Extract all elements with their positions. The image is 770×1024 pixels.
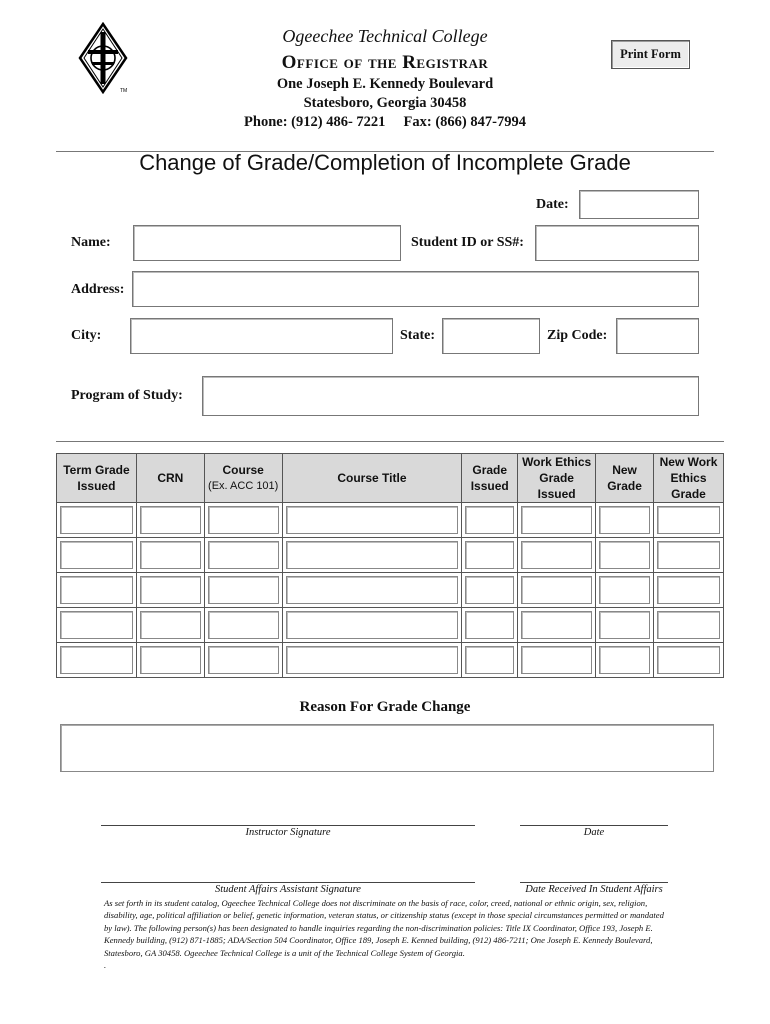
term-grade-issued-input[interactable] — [60, 576, 133, 604]
table-cell — [654, 643, 724, 678]
table-row — [57, 503, 724, 538]
date-label: Date: — [536, 197, 569, 212]
table-cell — [596, 608, 654, 643]
col-term-grade-issued: Term Grade Issued — [57, 454, 137, 503]
grade-issued-input[interactable] — [465, 611, 514, 639]
address-line-1: One Joseph E. Kennedy Boulevard — [276, 76, 494, 92]
nondiscrimination-notice — [104, 897, 664, 971]
name-field[interactable] — [133, 225, 401, 261]
grade-issued-input[interactable] — [465, 541, 514, 569]
date-received-line[interactable] — [520, 882, 668, 883]
date-field[interactable] — [579, 190, 699, 219]
course-title-input[interactable] — [286, 541, 459, 569]
table-cell — [136, 643, 204, 678]
new-work-ethics-grade-input[interactable] — [657, 611, 720, 639]
crn-input[interactable] — [140, 541, 201, 569]
col-new-grade: New Grade — [596, 454, 654, 503]
reason-title: Reason For Grade Change — [299, 699, 471, 715]
term-grade-issued-input[interactable] — [60, 646, 133, 674]
grade-issued-input[interactable] — [465, 506, 514, 534]
section-divider — [56, 441, 724, 442]
col-grade-issued: Grade Issued — [462, 454, 518, 503]
date-signature-line[interactable] — [520, 825, 668, 826]
assistant-signature-label: Student Affairs Assistant Signature — [215, 884, 361, 895]
state-label: State: — [400, 328, 435, 343]
course-title-input[interactable] — [286, 611, 459, 639]
new-work-ethics-grade-input[interactable] — [657, 541, 720, 569]
grade-issued-input[interactable] — [465, 646, 514, 674]
new-work-ethics-grade-input[interactable] — [657, 576, 720, 604]
address-label: Address: — [71, 282, 125, 297]
course-input[interactable] — [208, 646, 279, 674]
address-line-2: Statesboro, Georgia 30458 — [303, 95, 467, 111]
table-cell — [654, 503, 724, 538]
crn-input[interactable] — [140, 506, 201, 534]
notice-text: As set forth in its student catalog, Ogeechee Technical College does not discriminate on the basis of race, color, creed, national or ethnic origin, sex, religion, disability, age, political affiliation or belief, genetic information, veteran status, or citizenship status (except in those special circumstances permitted or mandated by law). The following person(s) has been designated to handle inquiries regarding the non-discrimination policies: Title IX Coordinator, Office 193, Joseph E. Kennedy building, (912) 871-1885; ADA/Section 504 Coordinator, Office 189, Joseph E. Kenned building, (912) 486-7211; One Joseph E. Kennedy Boulevard, Statesboro, GA 30458. Ogeechee Technical College is a unit of the Technical College System of Georgia. — [104, 898, 664, 958]
new-grade-input[interactable] — [599, 506, 650, 534]
date-received-label: Date Received In Student Affairs — [525, 884, 663, 895]
col-course-title: Course Title — [282, 454, 462, 503]
term-grade-issued-input[interactable] — [60, 611, 133, 639]
table-cell — [654, 608, 724, 643]
zip-label: Zip Code: — [547, 328, 608, 343]
table-cell — [57, 503, 137, 538]
table-cell — [596, 643, 654, 678]
table-cell — [518, 503, 596, 538]
form-title: Change of Grade/Completion of Incomplete Grade — [139, 150, 631, 175]
new-work-ethics-grade-input[interactable] — [657, 506, 720, 534]
table-cell — [518, 608, 596, 643]
table-cell — [57, 573, 137, 608]
new-grade-input[interactable] — [599, 576, 650, 604]
table-cell — [282, 643, 462, 678]
course-input[interactable] — [208, 576, 279, 604]
work-ethics-grade-issued-input[interactable] — [521, 611, 592, 639]
student-id-field[interactable] — [535, 225, 699, 261]
table-cell — [462, 538, 518, 573]
new-work-ethics-grade-input[interactable] — [657, 646, 720, 674]
course-title-input[interactable] — [286, 576, 459, 604]
table-cell — [204, 538, 282, 573]
crn-input[interactable] — [140, 576, 201, 604]
table-cell — [462, 573, 518, 608]
name-label: Name: — [71, 235, 111, 250]
table-cell — [596, 538, 654, 573]
work-ethics-grade-issued-input[interactable] — [521, 506, 592, 534]
table-cell — [462, 643, 518, 678]
state-field[interactable] — [442, 318, 540, 354]
grade-table — [56, 453, 724, 678]
table-cell — [518, 573, 596, 608]
col-work-ethics-grade-issued: Work Ethics Grade Issued — [518, 454, 596, 503]
date-signature-label: Date — [583, 827, 605, 838]
instructor-signature-label: Instructor Signature — [245, 827, 331, 838]
office-title: Office of the Registrar — [281, 52, 489, 73]
table-cell — [596, 573, 654, 608]
table-cell — [204, 608, 282, 643]
table-header-row — [57, 454, 724, 503]
work-ethics-grade-issued-input[interactable] — [521, 576, 592, 604]
table-cell — [282, 573, 462, 608]
new-grade-input[interactable] — [599, 541, 650, 569]
col-crn: CRN — [136, 454, 204, 503]
table-cell — [136, 503, 204, 538]
table-cell — [282, 503, 462, 538]
table-cell — [654, 538, 724, 573]
table-cell — [518, 538, 596, 573]
crn-input[interactable] — [140, 611, 201, 639]
table-cell — [204, 643, 282, 678]
city-field[interactable] — [130, 318, 393, 354]
table-row — [57, 538, 724, 573]
address-field[interactable] — [132, 271, 699, 307]
table-cell — [462, 608, 518, 643]
crn-input[interactable] — [140, 646, 201, 674]
course-input[interactable] — [208, 611, 279, 639]
table-row — [57, 608, 724, 643]
term-grade-issued-input[interactable] — [60, 541, 133, 569]
program-field[interactable] — [202, 376, 699, 416]
work-ethics-grade-issued-input[interactable] — [521, 646, 592, 674]
svg-text:TM: TM — [120, 88, 128, 94]
table-cell — [518, 643, 596, 678]
course-input[interactable] — [208, 541, 279, 569]
city-label: City: — [71, 328, 102, 343]
new-grade-input[interactable] — [599, 611, 650, 639]
reason-field[interactable] — [60, 724, 714, 772]
term-grade-issued-input[interactable] — [60, 506, 133, 534]
table-row — [57, 573, 724, 608]
table-cell — [204, 503, 282, 538]
new-grade-input[interactable] — [599, 646, 650, 674]
print-form-button[interactable]: Print Form — [611, 40, 690, 69]
table-cell — [136, 573, 204, 608]
col-new-work-ethics-grade: New Work Ethics Grade — [654, 454, 724, 503]
instructor-signature-line[interactable] — [101, 825, 475, 826]
table-cell — [204, 573, 282, 608]
course-title-input[interactable] — [286, 646, 459, 674]
table-cell — [136, 538, 204, 573]
table-cell — [596, 503, 654, 538]
contact-line: Phone: (912) 486- 7221 Fax: (866) 847-7994 — [244, 114, 526, 130]
table-cell — [57, 538, 137, 573]
table-cell — [57, 643, 137, 678]
course-title-input[interactable] — [286, 506, 459, 534]
college-name: Ogeechee Technical College — [282, 26, 488, 46]
course-input[interactable] — [208, 506, 279, 534]
notice-tail: . — [104, 960, 107, 971]
student-id-label: Student ID or SS#: — [411, 235, 524, 250]
col-course: Course (Ex. ACC 101) — [204, 454, 282, 503]
table-cell — [57, 608, 137, 643]
table-cell — [462, 503, 518, 538]
table-cell — [282, 608, 462, 643]
table-row — [57, 643, 724, 678]
assistant-signature-line[interactable] — [101, 882, 475, 883]
work-ethics-grade-issued-input[interactable] — [521, 541, 592, 569]
program-label: Program of Study: — [71, 388, 183, 403]
grade-issued-input[interactable] — [465, 576, 514, 604]
table-cell — [282, 538, 462, 573]
zip-field[interactable] — [616, 318, 699, 354]
table-cell — [136, 608, 204, 643]
table-cell — [654, 573, 724, 608]
